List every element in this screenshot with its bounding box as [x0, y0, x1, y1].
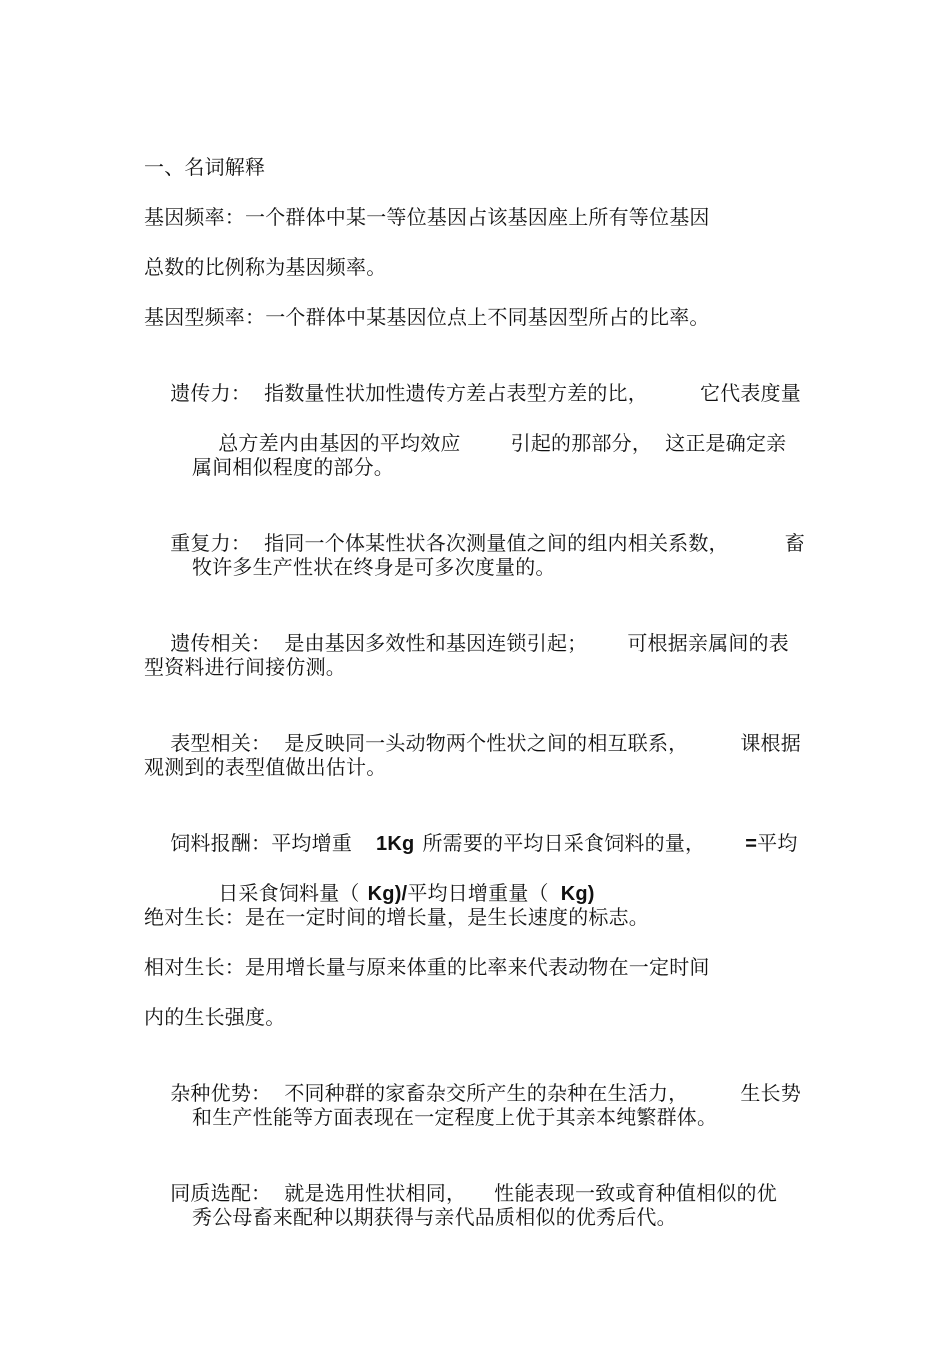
text-segment-bold: = [745, 833, 758, 855]
term-assortative-mating-line-2: 秀公母畜来配种以期获得与亲代品质相似的优秀后代。 [192, 1205, 677, 1229]
text-segment: 引起的那部分， 这正是确定亲 [510, 431, 787, 455]
text-segment-bold: Kg)/ [367, 883, 408, 905]
term-absolute-growth: 绝对生长：是在一定时间的增长量，是生长速度的标志。 [144, 905, 649, 929]
text-segment: 可根据亲属间的表 [627, 631, 789, 655]
term-phenotypic-correlation-line-2: 观测到的表型值做出估计。 [144, 755, 387, 779]
text-segment: 表型相关： 是反映同一头动物两个性状之间的相互联系， [170, 731, 689, 755]
term-heterosis-line-2: 和生产性能等方面表现在一定程度上优于其亲本纯繁群体。 [192, 1105, 718, 1129]
text-segment: 遗传相关： 是由基因多效性和基因连锁引起； [170, 631, 588, 655]
text-segment: 畜 [784, 531, 805, 555]
text-segment: 平均 [757, 831, 798, 855]
text-segment: 杂种优势： 不同种群的家畜杂交所产生的杂种在生活力， [170, 1081, 689, 1105]
term-repeatability-line-2: 牧许多生产性状在终身是可多次度量的。 [192, 555, 556, 579]
term-gene-frequency-line-1: 基因频率：一个群体中某一等位基因占该基因座上所有等位基因 [144, 205, 710, 229]
term-genetic-correlation-line-2: 型资料进行间接仿测。 [144, 655, 346, 679]
text-segment: 性能表现一致或育种值相似的优 [494, 1181, 777, 1205]
section-heading: 一、名词解释 [144, 155, 266, 179]
term-genotype-frequency: 基因型频率：一个群体中某基因位点上不同基因型所占的比率。 [144, 305, 710, 329]
term-relative-growth-line-2: 内的生长强度。 [144, 1005, 286, 1029]
text-segment: 所需要的平均日采食饲料的量， [422, 831, 706, 855]
term-heritability-line-3: 属间相似程度的部分。 [192, 455, 394, 479]
text-segment: 重复力： 指同一个体某性状各次测量值之间的组内相关系数， [170, 531, 729, 555]
text-segment-bold: 1Kg [376, 833, 415, 855]
text-segment: 总方差内由基因的平均效应 [218, 431, 461, 455]
text-segment: 生长势 [740, 1081, 801, 1105]
term-gene-frequency-line-2: 总数的比例称为基因频率。 [144, 255, 387, 279]
term-relative-growth-line-1: 相对生长：是用增长量与原来体重的比率来代表动物在一定时间 [144, 955, 710, 979]
text-segment: 它代表度量 [699, 381, 801, 405]
text-segment-bold: Kg) [560, 883, 595, 905]
text-segment: 同质选配： 就是选用性状相同， [170, 1181, 467, 1205]
text-segment: 遗传力： 指数量性状加性遗传方差占表型方差的比， [170, 381, 648, 405]
text-segment: 课根据 [740, 731, 801, 755]
text-segment: 平均日增重量（ [407, 881, 549, 905]
text-segment: 日采食饲料量（ [218, 881, 360, 905]
text-segment: 饲料报酬：平均增重 [170, 831, 353, 855]
